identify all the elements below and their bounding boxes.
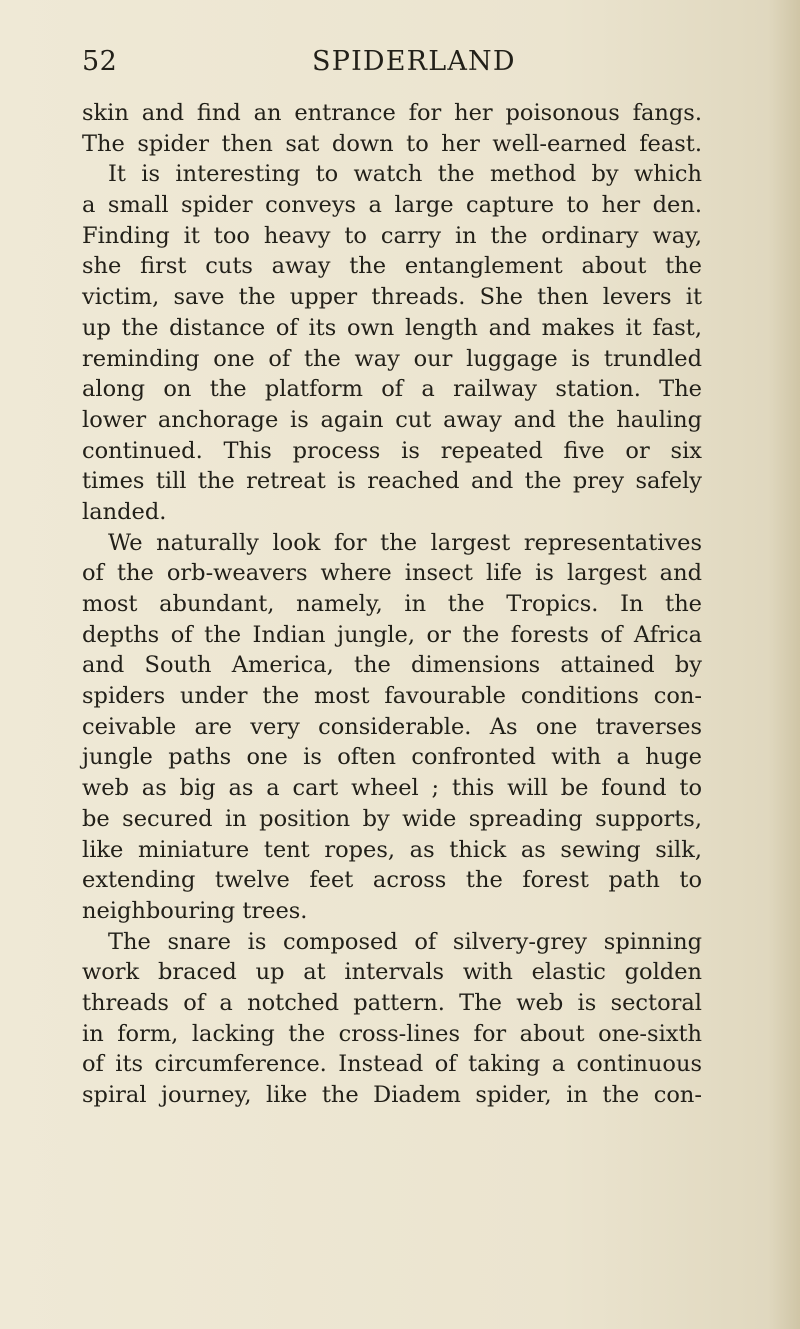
paragraph-end-line: landed.: [82, 498, 167, 525]
text-line: threads of a notched pattern. The web is sectoral: [82, 989, 702, 1016]
page-number: 52: [82, 46, 118, 77]
text-line: be secured in position by wide spreading supports,: [82, 805, 702, 832]
text-line: extending twelve feet across the forest path to: [82, 867, 702, 894]
text-line: up the distance of its own length and makes it fast,: [82, 314, 702, 341]
text-line: a small spider conveys a large capture to her den.: [82, 192, 702, 219]
body-text: [82, 98, 702, 1111]
text-line: and South America, the dimensions attained by: [82, 652, 702, 679]
text-line: depths of the Indian jungle, or the forests of Africa: [82, 621, 702, 648]
text-line: web as big as a cart wheel ; this will be found to: [82, 775, 702, 802]
text-line: ceivable are very considerable. As one traverses: [82, 713, 702, 740]
text-line: continued. This process is repeated five or six: [82, 437, 702, 464]
text-line: skin and find an entrance for her poisonous fangs.: [82, 100, 702, 126]
text-line: The spider then sat down to her well-earned feast.: [82, 130, 702, 157]
paragraph-start-line: It is interesting to watch the method by which: [108, 161, 702, 188]
text-line: victim, save the upper threads. She then levers it: [82, 284, 702, 311]
text-line: spiders under the most favourable conditions con-: [82, 683, 702, 710]
text-line: she first cuts away the entanglement about the: [82, 253, 702, 280]
text-line: reminding one of the way our luggage is trundled: [82, 345, 702, 372]
text-line: spiral journey, like the Diadem spider, in the con-: [82, 1082, 702, 1108]
text-line: of the orb-weavers where insect life is largest and: [82, 560, 702, 587]
text-line: in form, lacking the cross-lines for about one-sixth: [82, 1020, 702, 1047]
paragraph-start-line: The snare is composed of silvery-grey spinning: [108, 928, 702, 955]
text-line: like miniature tent ropes, as thick as sewing silk,: [82, 836, 702, 863]
text-line: jungle paths one is often confronted with a huge: [82, 744, 702, 771]
text-line: most abundant, namely, in the Tropics. In the: [82, 591, 702, 617]
text-line: work braced up at intervals with elastic golden: [82, 959, 702, 986]
text-line: along on the platform of a railway station. The: [82, 376, 702, 403]
text-line: Finding it too heavy to carry in the ordinary way,: [82, 222, 702, 249]
running-title: SPIDERLAND: [312, 46, 516, 77]
text-line: of its circumference. Instead of taking a continuous: [82, 1051, 702, 1078]
text-line: lower anchorage is again cut away and the hauling: [82, 406, 702, 433]
page-header: [82, 46, 702, 86]
text-line: times till the retreat is reached and the prey safely: [82, 468, 702, 495]
paragraph-end-line: neighbouring trees.: [82, 897, 308, 924]
paragraph-start-line: We naturally look for the largest representatives: [108, 529, 702, 556]
